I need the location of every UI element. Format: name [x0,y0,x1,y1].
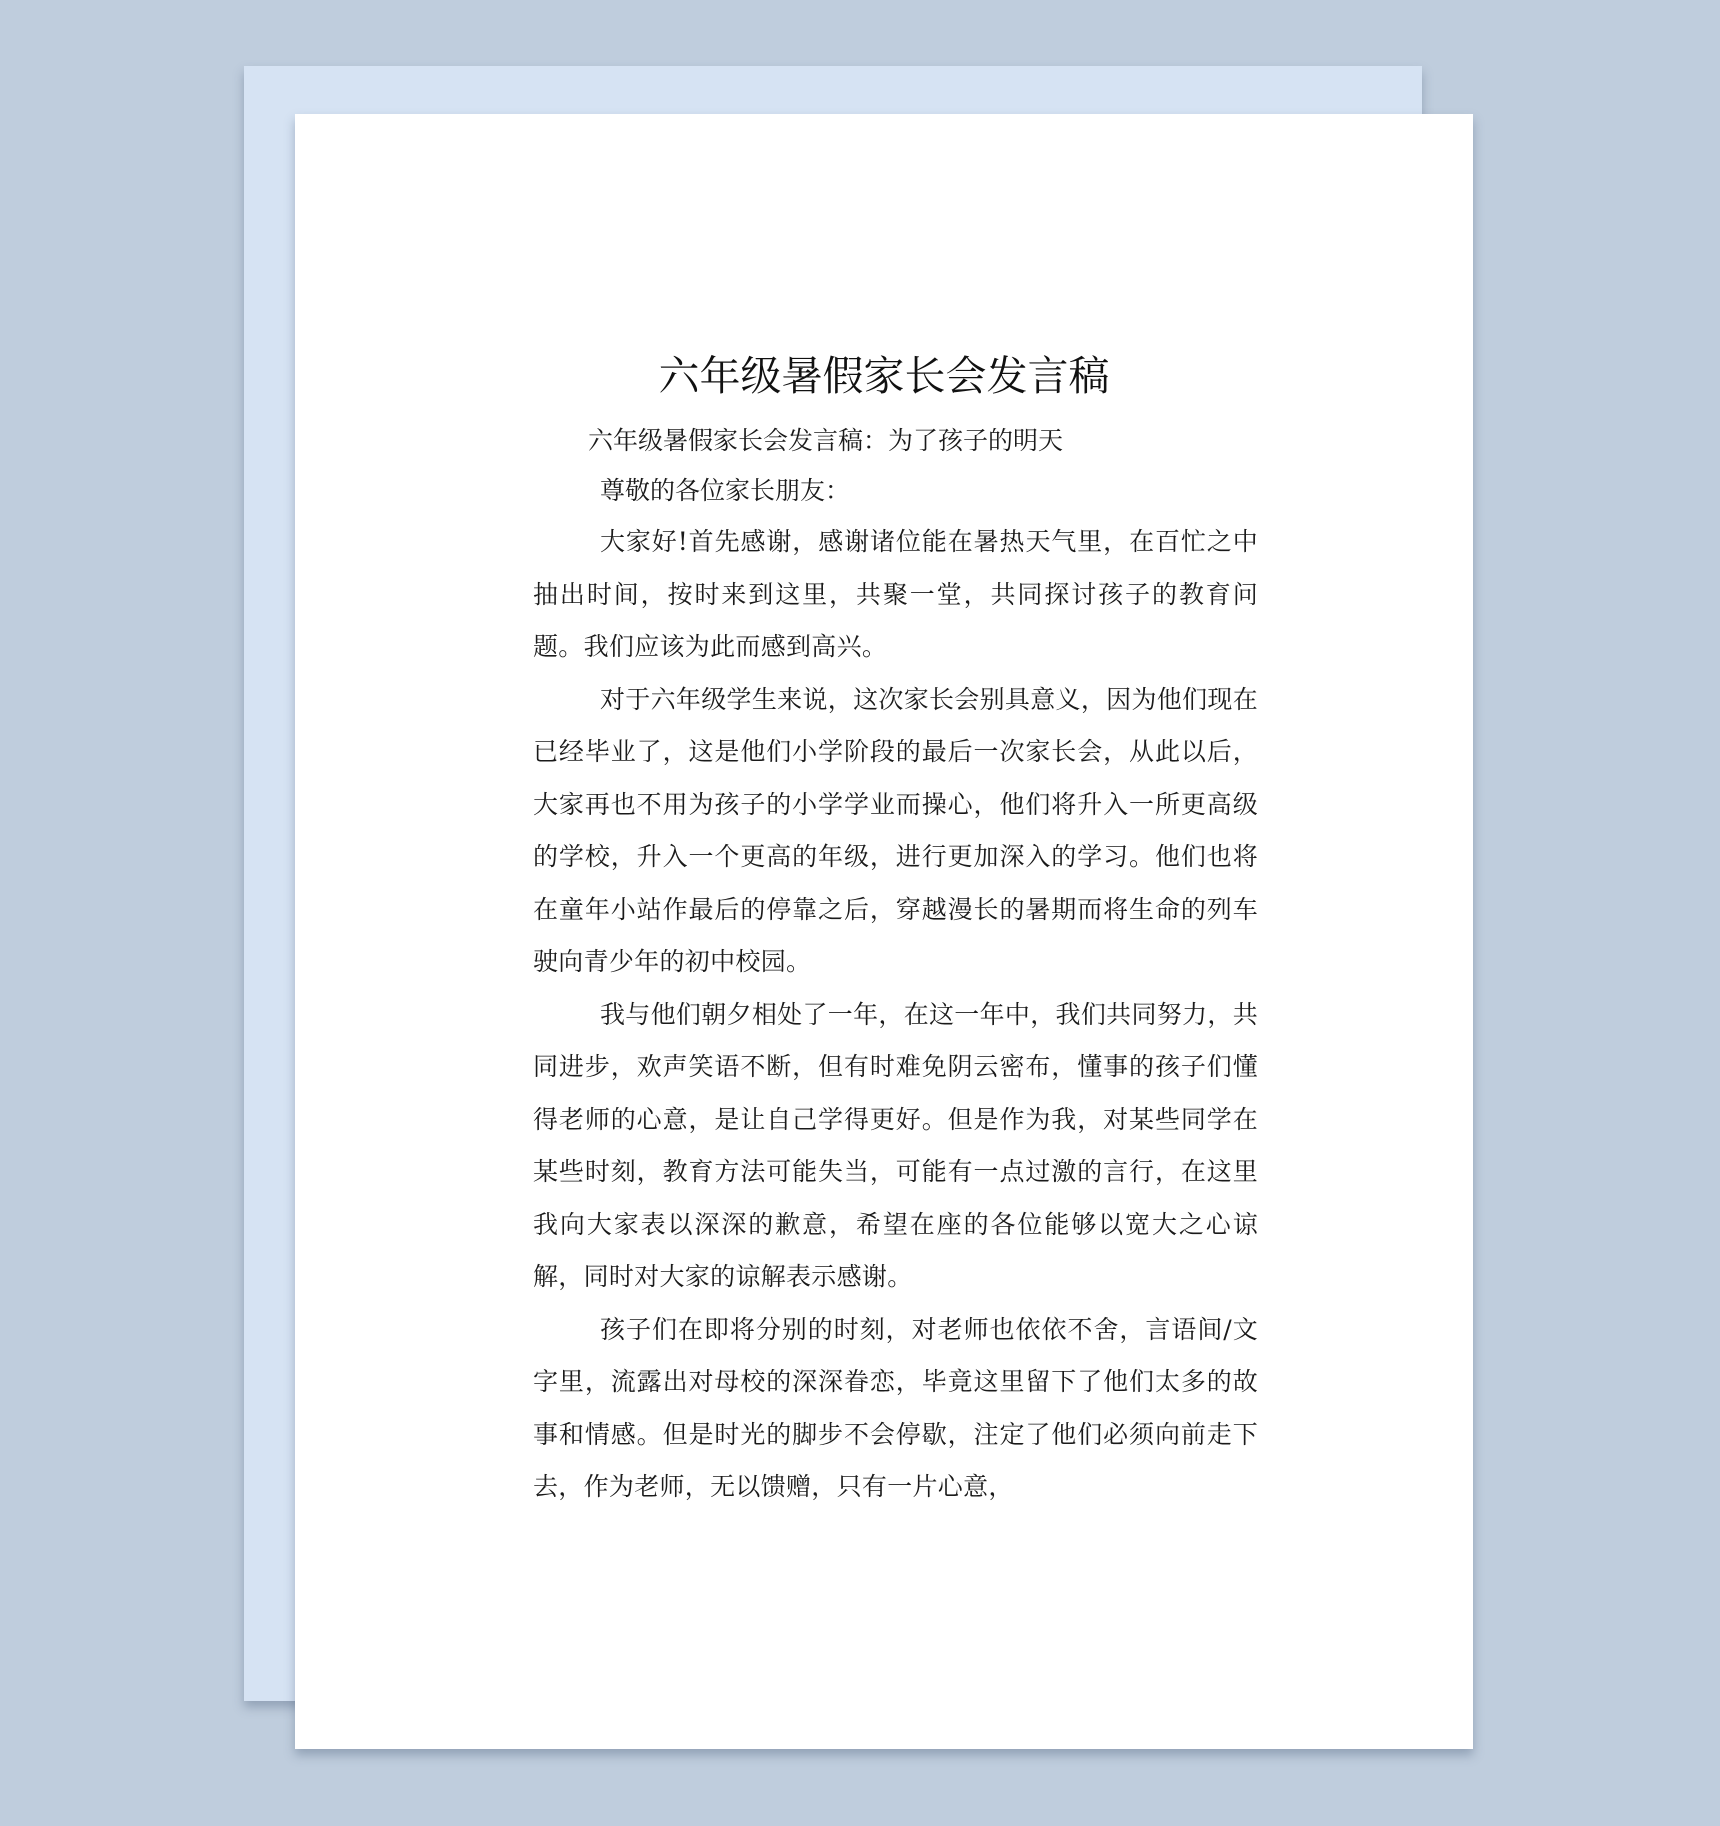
body-paragraph: 大家好!首先感谢，感谢诸位能在暑热天气里，在百忙之中抽出时间，按时来到这里，共聚一堂，共同探讨孩子的教育问题。我们应该为此而感到高兴。 [533,527,1258,661]
document-subtitle: 六年级暑假家长会发言稿：为了孩子的明天 [588,426,1064,455]
body-paragraph: 我与他们朝夕相处了一年，在这一年中，我们共同努力，共同进步，欢声笑语不断，但有时难免阴云密布，懂事的孩子们懂得老师的心意，是让自己学得更好。但是作为我，对某些同学在某些时刻，教育方法可能失当，可能有一点过激的言行，在这里我向大家表以深深的歉意，希望在座的各位能够以宽大之心谅解，同时对大家的谅解表示感谢。 [533,999,1258,1291]
document-body [533,416,1258,1514]
body-paragraph: 孩子们在即将分别的时刻，对老师也依依不舍，言语间/文字里，流露出对母校的深深眷恋，毕竟这里留下了他们太多的故事和情感。但是时光的脚步不会停歇，注定了他们必须向前走下去，作为老师，无以馈赠，只有一片心意， [533,1314,1258,1501]
document-page [295,114,1473,1749]
document-title: 六年级暑假家长会发言稿 [658,352,1110,400]
greeting-line: 尊敬的各位家长朋友： [600,476,851,505]
body-paragraph: 对于六年级学生来说，这次家长会别具意义，因为他们现在已经毕业了，这是他们小学阶段的最后一次家长会，从此以后，大家再也不用为孩子的小学学业而操心，他们将升入一所更高级的学校，升入一个更高的年级，进行更加深入的学习。他们也将在童年小站作最后的停靠之后，穿越漫长的暑期而将生命的列车驶向青少年的初中校园。 [533,684,1258,976]
